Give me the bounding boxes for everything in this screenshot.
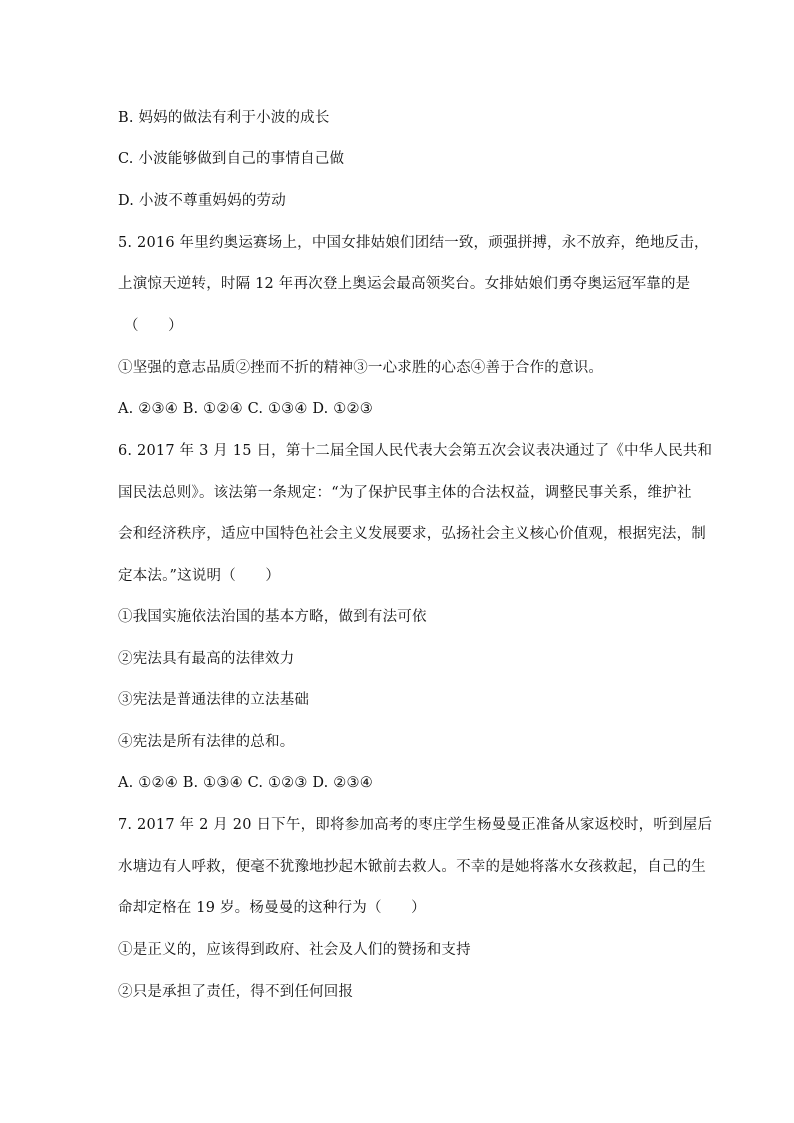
question-7-line-2: 水塘边有人呼救，便毫不犹豫地抄起木锨前去救人。不幸的是她将落水女孩救起，自己的生 — [118, 859, 706, 875]
question-7-line-3: 命却定格在 19 岁。杨曼曼的这种行为（ ） — [118, 900, 426, 916]
question-5-line-2: 上演惊天逆转，时隔 12 年再次登上奥运会最高领奖台。女排姑娘们勇夺奥运冠军靠的是 — [118, 276, 691, 292]
option-d-q4: D. 小波不尊重妈妈的劳动 — [118, 193, 286, 209]
question-5-options: A. ②③④ B. ①②④ C. ①③④ D. ①②③ — [118, 401, 373, 417]
question-6-statement-2: ②宪法具有最高的法律效力 — [118, 651, 295, 667]
question-6-options: A. ①②④ B. ①③④ C. ①②③ D. ②③④ — [118, 775, 373, 791]
question-7-line-1: 7. 2017 年 2 月 20 日下午，即将参加高考的枣庄学生杨曼曼正准备从家返校时，听到屋后 — [118, 817, 713, 833]
question-6-statement-1: ①我国实施依法治国的基本方略，做到有法可依 — [118, 609, 427, 625]
question-6-line-1: 6. 2017 年 3 月 15 日，第十二届全国人民代表大会第五次会议表决通过了《中华人民共和 — [118, 443, 713, 459]
question-6-line-3: 会和经济秩序，适应中国特色社会主义发展要求，弘扬社会主义核心价值观，根据宪法，制 — [118, 526, 706, 542]
question-7-statement-1: ①是正义的，应该得到政府、社会及人们的赞扬和支持 — [118, 942, 471, 958]
question-6-line-4: 定本法。”这说明（ ） — [118, 568, 281, 584]
option-b-q4: B. 妈妈的做法有利于小波的成长 — [118, 110, 330, 126]
question-6-line-2: 国民法总则》。该法第一条规定：“为了保护民事主体的合法权益，调整民事关系，维护社 — [118, 485, 692, 501]
option-c-q4: C. 小波能够做到自己的事情自己做 — [118, 151, 345, 167]
question-5-line-1: 5. 2016 年里约奥运赛场上，中国女排姑娘们团结一致，顽强拼搏，永不放弃，绝地反击， — [118, 235, 709, 251]
question-5-blank: （ ） — [124, 318, 183, 334]
question-6-statement-3: ③宪法是普通法律的立法基础 — [118, 692, 310, 708]
question-6-statement-4: ④宪法是所有法律的总和。 — [118, 734, 295, 750]
question-7-statement-2: ②只是承担了责任，得不到任何回报 — [118, 984, 354, 1000]
question-5-statements: ①坚强的意志品质②挫而不折的精神③一心求胜的心态④善于合作的意识。 — [118, 360, 604, 376]
